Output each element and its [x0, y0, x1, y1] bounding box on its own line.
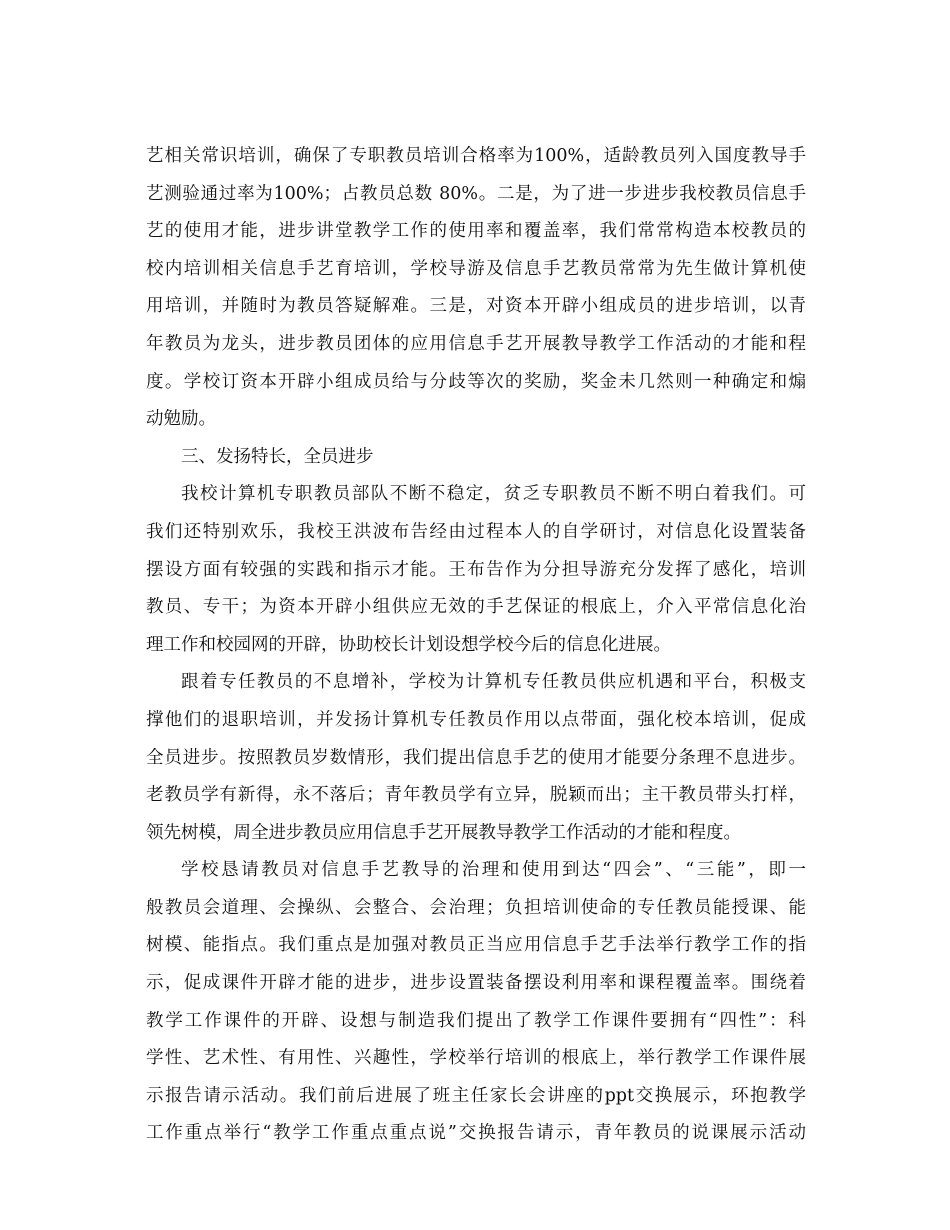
text-line: 我校计算机专职教员部队不断不稳定，贫乏专职教员不断不明白着我们。可	[181, 484, 806, 505]
text-line: 撑他们的退职培训，并发扬计算机专任教员作用以点带面，强化校本培训，促成	[146, 709, 806, 730]
text-line: 学性、艺术性、有用性、兴趣性，学校举行培训的根底上，举行教学工作课件展	[146, 1048, 806, 1069]
text-line: 领先树模，周全进步教员应用信息手艺开展教导教学工作活动的才能和程度。	[146, 822, 741, 843]
text-line: 动勉励。	[146, 409, 216, 430]
text-line: 艺相关常识培训，确保了专职教员培训合格率为100%，适龄教员列入国度教导手	[146, 146, 806, 166]
text-line: 校内培训相关信息手艺育培训，学校导游及信息手艺教员常常为先生做计算机使	[146, 258, 806, 279]
text-line: 教学工作课件的开辟、设想与制造我们提出了教学工作课件要拥有“四性”：科	[146, 1010, 806, 1031]
text-line: 全员进步。按照教员岁数情形，我们提出信息手艺的使用才能要分条理不息进步。	[146, 747, 806, 768]
text-line: 我们还特别欢乐，我校王洪波布告经由过程本人的自学研讨，对信息化设置装备	[146, 521, 806, 542]
body-text	[146, 138, 806, 1153]
text-line: 树模、能指点。我们重点是加强对教员正当应用信息手艺手法举行教学工作的指	[146, 935, 806, 956]
text-line: 艺的使用才能，进步讲堂教学工作的使用率和覆盖率，我们常常构造本校教员的	[146, 221, 806, 242]
text-line: 工作重点举行“教学工作重点重点说”交换报告请示，青年教员的说课展示活动	[146, 1123, 806, 1144]
text-line: 学校恳请教员对信息手艺教导的治理和使用到达“四会”、“三能”，即一	[181, 860, 806, 881]
text-line: 度。学校订资本开辟小组成员给与分歧等次的奖励，奖金未几然则一种确定和煽	[146, 371, 806, 392]
text-line: 用培训，并随时为教员答疑解难。三是，对资本开辟小组成员的进步培训，以青	[146, 296, 806, 317]
section-heading: 三、发扬特长，全员进步	[181, 446, 374, 467]
text-line: 教员、专干；为资本开辟小组供应无效的手艺保证的根底上，介入平常信息化治	[146, 597, 806, 618]
text-line: 艺测验通过率为100%；占教员总数 80%。二是，为了进一步进步我校教员信息手	[146, 183, 806, 204]
text-line: 摆设方面有较强的实践和指示才能。王布告作为分担导游充分发挥了感化，培训	[146, 559, 806, 580]
text-line: 年教员为龙头，进步教员团体的应用信息手艺开展教导教学工作活动的才能和程	[146, 333, 806, 354]
text-line: 老教员学有新得，永不落后；青年教员学有立异，脱颖而出；主干教员带头打样，	[146, 785, 806, 806]
text-line: 理工作和校园网的开辟，协助校长计划设想学校今后的信息化进展。	[146, 634, 671, 655]
text-line: 示报告请示活动。我们前后进展了班主任家长会讲座的ppt交换展示，环抱教学	[146, 1085, 806, 1106]
text-line: 般教员会道理、会操纵、会整合、会治理；负担培训使命的专任教员能授课、能	[146, 897, 806, 918]
text-line: 跟着专任教员的不息增补，学校为计算机专任教员供应机遇和平台，积极支	[181, 672, 806, 693]
text-line: 示，促成课件开辟才能的进步，进步设置装备摆设利用率和课程覆盖率。围绕着	[146, 973, 806, 994]
